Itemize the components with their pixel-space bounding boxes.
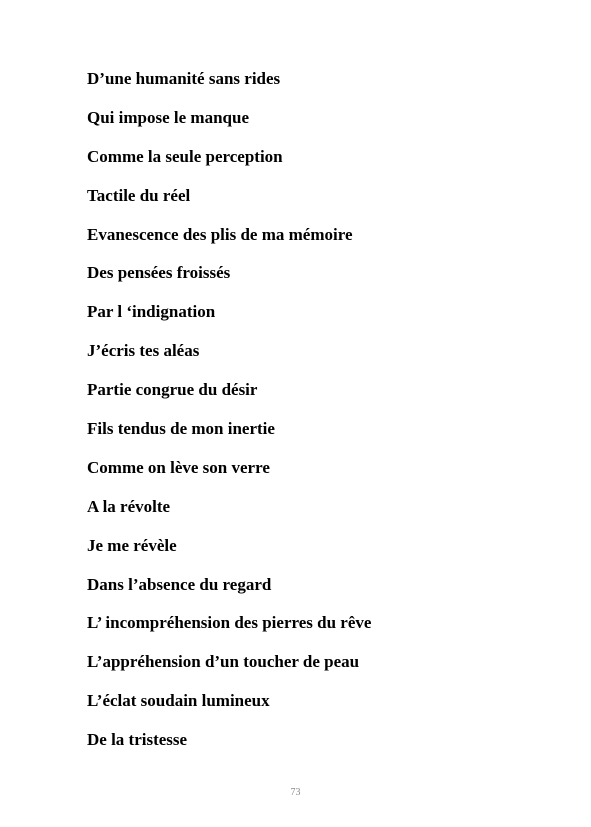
poem-line: Par l ‘indignation xyxy=(87,302,216,322)
poem-line: Des pensées froissés xyxy=(87,263,231,283)
poem-line: De la tristesse xyxy=(87,730,188,750)
poem-line: L’éclat soudain lumineux xyxy=(87,691,270,711)
poem-line: Comme on lève son verre xyxy=(87,457,270,477)
poem-line: Qui impose le manque xyxy=(87,107,249,127)
poem-line: Fils tendus de mon inertie xyxy=(87,419,275,439)
poem-line: L’ incompréhension des pierres du rêve xyxy=(87,613,372,633)
poem-text xyxy=(87,69,371,769)
poem-line: Dans l’absence du regard xyxy=(87,574,272,594)
page-number: 73 xyxy=(290,787,301,798)
poem-line: D’une humanité sans rides xyxy=(87,69,281,88)
poem-line: Evanescence des plis de ma mémoire xyxy=(87,224,353,244)
poem-line: A la révolte xyxy=(87,496,171,516)
poem-line: Partie congrue du désir xyxy=(87,380,258,400)
poem-line: Comme la seule perception xyxy=(87,146,283,166)
poem-line: L’appréhension d’un toucher de peau xyxy=(87,652,360,672)
poem-line: J’écris tes aléas xyxy=(87,341,200,361)
poem-line: Tactile du réel xyxy=(87,185,191,205)
poem-line: Je me révèle xyxy=(87,535,177,555)
